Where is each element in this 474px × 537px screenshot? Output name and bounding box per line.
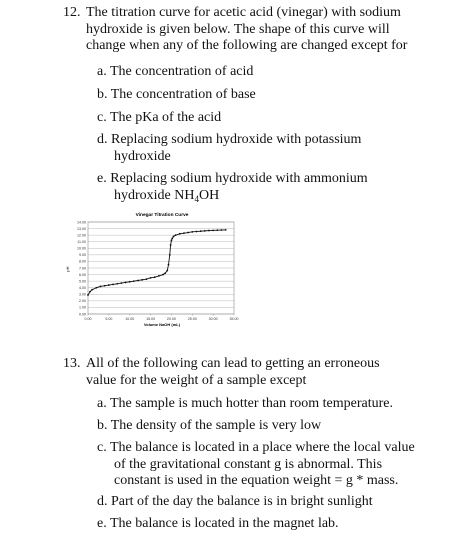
y-tick-label: 10.00: [77, 246, 86, 251]
q12-option-b: [97, 87, 256, 104]
x-tick-label: 35.00: [229, 317, 239, 321]
y-tick-label: 14.00: [77, 220, 86, 225]
x-tick-label: 25.00: [187, 317, 197, 321]
data-point: [204, 230, 206, 232]
y-tick-label: 1.00: [79, 305, 86, 310]
data-point: [171, 238, 173, 240]
option-letter: c.: [97, 440, 107, 455]
data-point: [171, 240, 173, 242]
data-point: [95, 287, 97, 289]
option-text: Replacing sodium hydroxide with ammonium: [110, 171, 368, 186]
data-point: [164, 272, 166, 274]
y-axis-label: pH: [65, 266, 70, 272]
y-tick-label: 9.00: [79, 253, 86, 258]
data-point: [146, 278, 148, 280]
data-point: [183, 232, 185, 234]
data-point: [150, 277, 152, 279]
data-point: [120, 282, 122, 284]
question-13-stem: [86, 356, 380, 389]
option-text: The balance is located in the magnet lab.: [109, 516, 339, 531]
q12-option-e: [97, 171, 368, 204]
option-letter: e.: [97, 171, 107, 186]
formula-part: hydroxide NH: [114, 187, 195, 203]
option-text: The concentration of acid: [109, 64, 254, 79]
data-point: [170, 244, 172, 246]
y-tick-label: 3.00: [79, 292, 86, 297]
q13-option-a: [97, 396, 393, 413]
data-point: [158, 275, 160, 277]
q13-option-b: [97, 418, 321, 435]
stem-line: All of the following can lead to getting an erroneous: [86, 356, 380, 371]
y-tick-label: 5.00: [79, 279, 86, 284]
stem-line: change when any of the following are changed except for: [86, 38, 408, 53]
formula-part: OH: [199, 187, 220, 203]
data-point: [173, 236, 175, 238]
data-point: [169, 254, 171, 256]
data-point: [216, 229, 218, 231]
y-tick-label: 2.00: [79, 299, 86, 304]
stem-line: The titration curve for acetic acid (vinegar) with sodium: [86, 5, 401, 20]
question-12-number: 12.: [63, 5, 81, 20]
option-letter: b.: [97, 87, 108, 102]
y-tick-label: 6.00: [79, 272, 86, 277]
formula-subscript: 4: [194, 193, 199, 204]
data-point: [200, 230, 202, 232]
option-letter: c.: [97, 110, 107, 125]
option-letter: e.: [97, 516, 107, 531]
data-point: [116, 283, 118, 285]
data-point: [129, 281, 131, 283]
y-tick-label: 11.00: [77, 240, 86, 245]
q13-option-c: [97, 440, 415, 490]
option-letter: d.: [97, 132, 108, 147]
data-point: [175, 234, 177, 236]
x-axis-label: Volume NaOH (mL): [143, 322, 181, 327]
data-point: [108, 284, 110, 286]
data-point: [89, 291, 91, 293]
option-text-cont: of the gravitational constant g is abnormal. This: [114, 456, 383, 472]
y-tick-label: 13.00: [77, 226, 86, 231]
option-text: Replacing sodium hydroxide with potassium: [111, 132, 362, 147]
data-point: [225, 229, 227, 231]
q13-option-e: [97, 516, 339, 533]
option-text: The balance is located in a place where the local value: [109, 440, 415, 455]
x-tick-label: 10.00: [125, 317, 135, 321]
option-text-cont: [97, 188, 368, 205]
option-text-cont: constant is used in the equation weight = g * mass.: [114, 473, 399, 488]
data-point: [168, 264, 170, 266]
data-point: [137, 280, 139, 282]
stem-line: value for the weight of a sample except: [86, 372, 307, 388]
option-text-cont: hydroxide: [114, 148, 171, 164]
question-12-stem: [86, 5, 407, 55]
y-tick-label: 8.00: [79, 259, 86, 264]
data-point: [87, 294, 89, 296]
data-point: [104, 285, 106, 287]
data-point: [162, 274, 164, 276]
x-tick-label: 0.00: [84, 317, 92, 321]
chart-grid: [88, 222, 234, 316]
data-point: [91, 289, 93, 291]
data-point: [141, 279, 143, 281]
chart-title: Vinegar Titration Curve: [135, 213, 189, 218]
x-tick-label: 20.00: [166, 317, 176, 321]
question-13: [63, 356, 81, 373]
chart-series: [87, 229, 226, 296]
q12-option-d: [97, 132, 361, 165]
y-tick-label: 7.00: [79, 266, 86, 271]
data-point: [212, 230, 214, 232]
data-point: [125, 282, 127, 284]
chart-ticks: [77, 220, 239, 321]
option-text: The sample is much hotter than room temperature.: [109, 396, 393, 411]
data-point: [191, 231, 193, 233]
data-point: [179, 233, 181, 235]
data-point: [133, 280, 135, 282]
x-tick-label: 30.00: [208, 317, 218, 321]
question-13-number: 13.: [63, 356, 81, 371]
option-letter: b.: [97, 418, 108, 433]
data-point: [196, 231, 198, 233]
option-letter: a.: [97, 64, 107, 79]
x-tick-label: 15.00: [146, 317, 156, 321]
option-letter: a.: [97, 396, 107, 411]
data-point: [208, 230, 210, 232]
q12-option-a: [97, 64, 253, 81]
stem-line: hydroxide is given below. The shape of this curve will: [86, 21, 390, 37]
data-point: [187, 232, 189, 234]
y-tick-label: 0.00: [79, 312, 86, 317]
option-letter: d.: [97, 494, 108, 509]
data-point: [166, 270, 168, 272]
q13-option-d: [97, 494, 373, 511]
titration-curve-chart: [62, 208, 252, 333]
question-12: [63, 5, 81, 22]
option-text: The density of the sample is very low: [110, 418, 322, 433]
y-tick-label: 12.00: [77, 233, 86, 238]
data-point: [112, 284, 114, 286]
x-tick-label: 5.00: [105, 317, 113, 321]
q12-option-c: [97, 110, 221, 127]
option-text: Part of the day the balance is in bright sunlight: [111, 494, 373, 509]
data-point: [221, 229, 223, 231]
y-tick-label: 4.00: [79, 286, 86, 291]
data-point: [154, 276, 156, 278]
option-text: The pKa of the acid: [109, 110, 222, 125]
data-point: [100, 286, 102, 288]
option-text: The concentration of base: [110, 87, 256, 102]
